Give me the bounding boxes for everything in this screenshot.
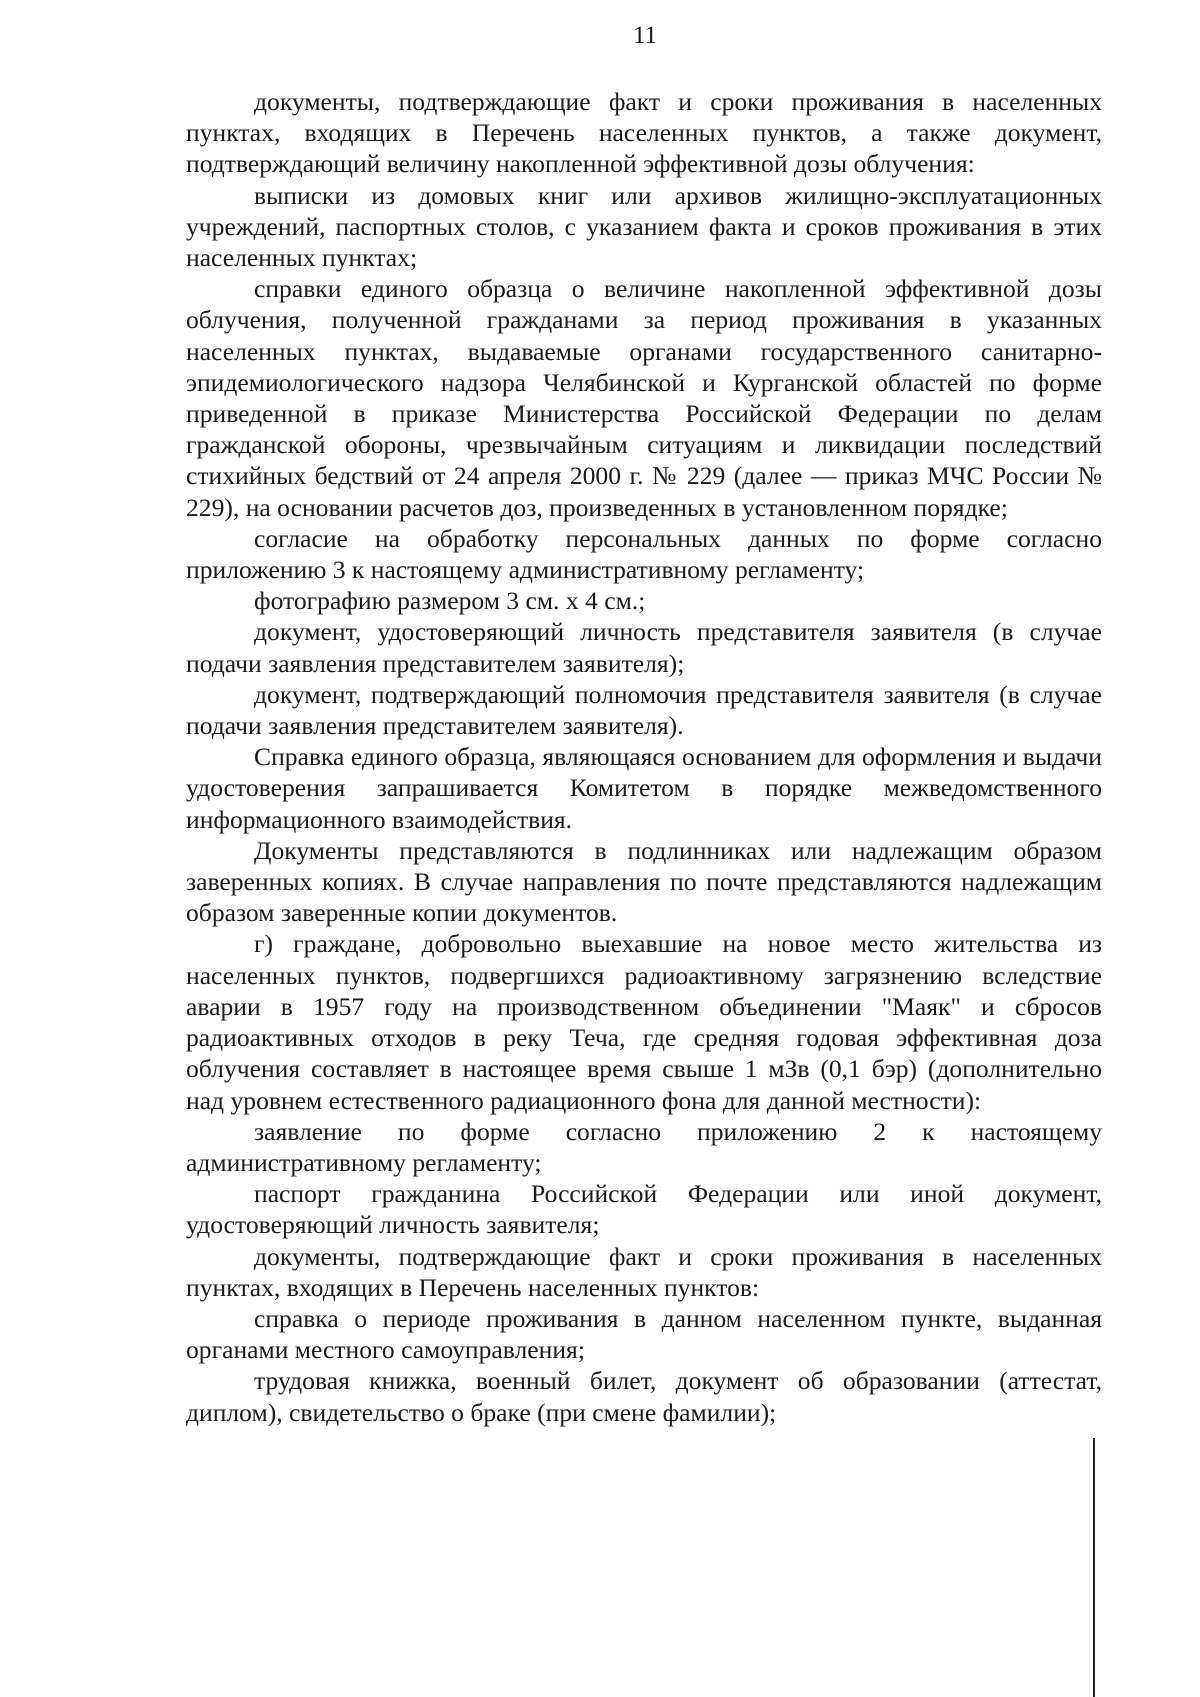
- paragraph: документы, подтверждающие факт и сроки проживания в населенных пунктах, входящих в Перечень населенных пунктов:: [186, 1241, 1102, 1302]
- paragraph: г) граждане, добровольно выехавшие на новое место жительства из населенных пунктов, подвергшихся радиоактивному загрязнению вследствие аварии в 1957 году на производственном объединении "Маяк" и сбросов радиоактивных отходов в реку Теча, где средняя годовая эффективная доза облучения составляет в настоящее время свыше 1 мЗв (0,1 бэр) (дополнительно над уровнем естественного радиационного фона для данной местности):: [186, 929, 1102, 1115]
- paragraph: фотографию размером 3 см. х 4 см.;: [254, 586, 646, 616]
- paragraph: Справка единого образца, являющаяся основанием для оформления и выдачи удостоверения запрашивается Комитетом в порядке межведомственного информационного взаимодействия.: [186, 742, 1102, 834]
- paragraph: выписки из домовых книг или архивов жилищно-эксплуатационных учреждений, паспортных столов, с указанием факта и сроков проживания в этих населенных пунктах;: [186, 180, 1102, 273]
- paragraph: документ, подтверждающий полномочия представителя заявителя (в случае подачи заявления представителем заявителя).: [186, 679, 1102, 741]
- margin-line: [1093, 1438, 1095, 1697]
- paragraph: заявление по форме согласно приложению 2 к настоящему административному регламенту;: [186, 1116, 1102, 1177]
- page-number: 11: [632, 22, 658, 49]
- paragraph: справки единого образца о величине накопленной эффективной дозы облучения, полученной гражданами за период проживания в указанных населенных пунктах, выдаваемые органами государственного санитарно-эпидемиологического надзора Челябинской и Курганской областей по форме приведенной в приказе Министерства Российской Федерации по делам гражданской обороны, чрезвычайным ситуациям и ликвидации последствий стихийных бедствий от 24 апреля 2000 г. № 229 (далее — приказ МЧС России № 229), на основании расчетов доз, произведенных в установленном порядке;: [186, 274, 1102, 522]
- paragraph: трудовая книжка, военный билет, документ об образовании (аттестат, диплом), свидетельство о браке (при смене фамилии);: [186, 1366, 1102, 1427]
- paragraph: паспорт гражданина Российской Федерации или иной документ, удостоверяющий личность заявителя;: [186, 1179, 1102, 1240]
- document-body: [186, 86, 1102, 1428]
- paragraph: согласие на обработку персональных данных по форме согласно приложению 3 к настоящему административному регламенту;: [186, 523, 1102, 585]
- paragraph: Документы представляются в подлинниках или надлежащим образом заверенных копиях. В случае направления по почте представляются надлежащим образом заверенные копии документов.: [186, 835, 1102, 928]
- paragraph: справка о периоде проживания в данном населенном пункте, выданная органами местного самоуправления;: [186, 1303, 1102, 1365]
- paragraph: документы, подтверждающие факт и сроки проживания в населенных пунктах, входящих в Перечень населенных пунктов, а также документ, подтверждающий величину накопленной эффективной дозы облучения:: [186, 87, 1102, 179]
- paragraph: документ, удостоверяющий личность представителя заявителя (в случае подачи заявления представителем заявителя);: [186, 617, 1102, 678]
